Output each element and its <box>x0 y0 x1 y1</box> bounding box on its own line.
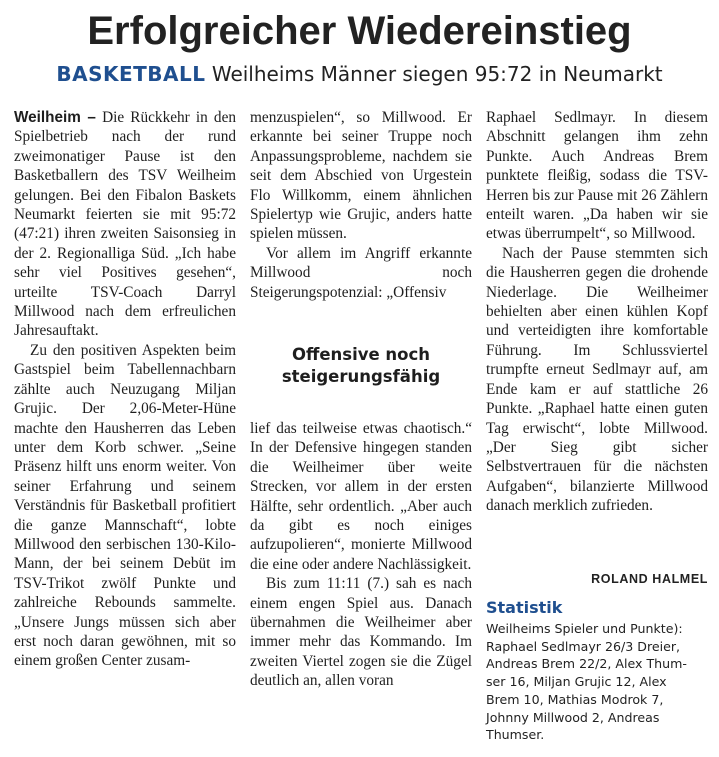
paragraph-intro-text: Die Rückkehr in den Spielbetrieb nach der rund zweimonatiger Pause ist den Basketballern des TSV Weilheim gelungen. Bei den Fibalon Baskets Neumarkt feierten sie mit 95:72 (47:21) ihren zweiten Saisonsieg in der 2. Regionalliga Süd. „Ich habe sehr viel Positives gesehen“, urteilte TSV-Coach Darryl Millwood nach dem erfreulichen Jahresauftakt. <box>14 109 237 340</box>
paragraph: menzuspielen“, so Millwood. Er erkannte bei seiner Truppe noch Anpassungsprobleme, nachdem sie seit dem Abschied von Urgestein Flo Willkomm, einem ähnlichen Spielertyp wie Grujic, anders hatte spielen müssen. <box>250 109 472 243</box>
column-2-bottom <box>250 419 472 691</box>
article-subheadline: Weilheims Männer siegen 95:72 in Neumarkt <box>211 62 663 86</box>
statistics-line: Brem 10, Mathias Modrok 7, <box>486 691 664 707</box>
statistics-line: Thumser. <box>486 727 545 743</box>
paragraph: lief das teilweise etwas chaotisch.“ In der Defensive hingegen standen die Weilheimer über weite Strecken, vor allem in der ersten Hälfte, sehr ordentlich. „Aber auch da gibt es noch einiges aufzupolieren“, monierte Millwood die eine oder andere Nachlässigkeit. <box>250 420 472 573</box>
statistics-line: Johnny Millwood 2, Andreas <box>486 709 660 725</box>
column-3 <box>486 108 708 516</box>
statistics-line: ser 16, Miljan Grujic 12, Alex <box>486 674 667 690</box>
column-2-top <box>250 108 472 302</box>
paragraph: Bis zum 11:11 (7.) sah es nach einem engen Spiel aus. Danach übernahmen die Weilheimer aber immer mehr das Kommando. Im zweiten Viertel zogen sie die Zügel deutlich an, allen voran <box>250 575 472 690</box>
statistics-line: Raphael Sedlmayr 26/3 Dreier, <box>486 638 681 654</box>
article-headline: Erfolgreicher Wiedereinstieg <box>87 9 632 53</box>
statistics-box <box>486 620 708 744</box>
paragraph-intro <box>14 108 236 341</box>
statistics-title: Statistik <box>486 598 563 617</box>
statistics-line: Weilheims Spieler und Punkte): <box>486 621 683 636</box>
column-1 <box>14 108 236 671</box>
section-kicker: BASKETBALL <box>56 62 206 86</box>
author-byline: ROLAND HALMEL <box>591 572 708 586</box>
paragraph: Nach der Pause stemmten sich die Hausherren gegen die drohende Niederlage. Die Weilheimer behielten aber einen kühlen Kopf und verteidigten ihre komfortable Führung. Im Schlussviertel trumpfte erneut Sedlmayr auf, am Ende kam er auf stattliche 26 Punkte. „Raphael hatte einen guten Tag erwischt“, lobte Millwood. „Der Sieg gibt sicher Selbstvertrauen für die nächsten Aufgaben“, bilanzierte Millwood danach merklich zufrieden. <box>486 244 708 515</box>
paragraph: Vor allem im Angriff erkannte Millwood noch Steigerungspotenzial: „Offensiv <box>250 244 472 301</box>
paragraph: Raphael Sedlmayr. In diesem Abschnitt gelangen ihm zehn Punkte. Auch Andreas Brem punktete fleißig, sodass die TSV-Herren bis zur Pause mit 26 Zählern enteilt waren. „Da haben wir sie etwas überrumpelt“, so Millwood. <box>486 109 708 243</box>
article-subheadline-row <box>0 60 719 88</box>
statistics-line: Andreas Brem 22/2, Alex Thum- <box>486 656 687 672</box>
paragraph: Zu den positiven Aspekten beim Gastspiel beim Tabellennachbarn zählte auch Neuzugang Miljan Grujic. Der 2,06-Meter-Hüne machte den Hausherren das Leben unter dem Korb schwer. „Seine Präsenz hilft uns enorm weiter. Von seiner Erfahrung und seinem Verständnis für Basketball profitiert die ganze Mannschaft“, lobte Millwood den serbischen 130-Kilo-Mann, der bei seinem Debüt im TSV-Trikot zwölf Punkte und zahlreiche Rebounds sammelte. „Unsere Jungs müssen sich aber erst noch daran gewöhnen, mit so einem großen Center zusam- <box>14 341 236 670</box>
dateline: Weilheim – <box>14 109 96 126</box>
article-subhead: Offensive noch steigerungsfähig <box>281 345 441 386</box>
